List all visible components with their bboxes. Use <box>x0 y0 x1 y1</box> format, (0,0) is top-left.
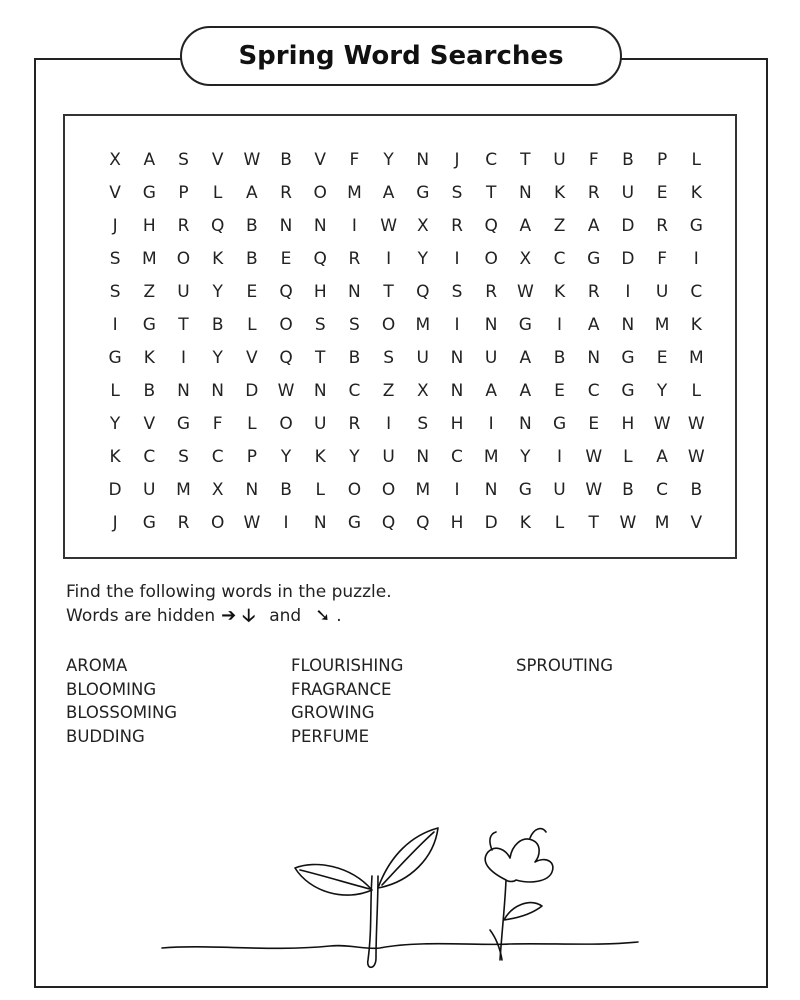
instructions-line-2 <box>66 604 392 628</box>
instructions-line-1: Find the following words in the puzzle. <box>66 582 392 602</box>
grid-letter[interactable]: J <box>454 150 460 170</box>
ground-line-icon <box>162 942 638 948</box>
grid-letter[interactable]: E <box>588 414 600 434</box>
grid-letter[interactable]: E <box>280 249 292 269</box>
grid-letter[interactable]: Q <box>279 348 293 368</box>
grid-letter[interactable]: E <box>554 381 565 401</box>
grid-letter[interactable]: I <box>557 315 563 335</box>
grid-letter[interactable]: N <box>313 216 327 236</box>
grid-letter[interactable]: O <box>313 183 327 203</box>
grid-letter[interactable]: G <box>552 414 567 434</box>
grid-letter[interactable]: B <box>143 381 156 401</box>
grid-letter[interactable]: M <box>415 315 431 335</box>
grid-letter[interactable]: T <box>178 315 189 335</box>
grid-letter[interactable]: M <box>347 183 362 203</box>
grid-letter[interactable]: U <box>382 447 395 467</box>
flower-icon <box>485 839 553 960</box>
grid-letter[interactable]: G <box>518 480 532 500</box>
grid-letter[interactable]: W <box>585 447 603 467</box>
grid-letter[interactable]: N <box>313 381 327 401</box>
grid-letter[interactable]: A <box>519 216 532 236</box>
grid-letter[interactable]: Y <box>383 150 394 170</box>
grid-letter[interactable]: N <box>245 480 259 500</box>
grid-letter[interactable]: W <box>585 480 603 500</box>
grid-letter[interactable]: S <box>451 183 463 203</box>
grid-letter[interactable]: A <box>587 216 600 236</box>
grid-letter[interactable]: K <box>519 513 531 533</box>
grid-letter[interactable]: L <box>315 480 325 500</box>
grid-letter[interactable]: C <box>587 381 600 401</box>
page-title: Spring Word Searches <box>238 41 564 71</box>
grid-letter[interactable]: S <box>417 414 429 434</box>
grid-letter[interactable]: W <box>380 216 397 236</box>
grid-letter[interactable]: N <box>348 282 361 302</box>
grid-letter[interactable]: H <box>621 414 635 434</box>
grid-letter[interactable]: V <box>143 414 156 434</box>
grid-letter[interactable]: R <box>587 282 600 302</box>
title-banner <box>180 26 622 86</box>
grid-letter[interactable]: B <box>246 249 258 269</box>
grid-letter[interactable]: C <box>553 249 566 269</box>
grid-letter[interactable]: I <box>454 249 460 269</box>
sprout-and-flower-illustration <box>150 810 650 980</box>
grid-letter[interactable]: B <box>553 348 566 368</box>
grid-letter[interactable]: C <box>656 480 669 500</box>
grid-letter[interactable]: B <box>690 480 703 500</box>
grid-letter[interactable]: R <box>348 249 361 269</box>
grid-letter[interactable]: N <box>313 513 327 533</box>
grid-letter[interactable]: D <box>108 480 122 500</box>
grid-letter[interactable]: T <box>588 513 599 533</box>
grid-letter[interactable]: G <box>142 183 156 203</box>
grid-letter[interactable]: K <box>143 348 155 368</box>
grid-letter[interactable]: I <box>180 348 186 368</box>
grid-letter[interactable]: Z <box>382 381 395 401</box>
grid-letter[interactable]: Q <box>313 249 327 269</box>
grid-letter[interactable]: N <box>416 150 430 170</box>
grid-letter[interactable]: K <box>690 315 702 335</box>
grid-letter[interactable]: W <box>687 447 705 467</box>
grid-letter[interactable]: M <box>483 447 499 467</box>
grid-letter[interactable]: B <box>622 150 634 170</box>
grid-letter[interactable]: S <box>178 150 189 170</box>
grid-letter[interactable]: D <box>245 381 259 401</box>
grid-letter[interactable]: N <box>484 480 498 500</box>
grid-letter[interactable]: U <box>553 150 566 170</box>
grid-letter[interactable]: P <box>656 150 668 170</box>
grid-letter[interactable]: U <box>177 282 190 302</box>
grid-letter[interactable]: W <box>619 513 637 533</box>
grid-letter[interactable]: P <box>178 183 189 203</box>
grid-letter[interactable]: N <box>518 183 532 203</box>
grid-letter[interactable]: I <box>488 414 494 434</box>
grid-letter[interactable]: O <box>484 249 498 269</box>
arrow-right-icon: ➔ <box>221 605 237 626</box>
grid-letter[interactable]: A <box>519 381 532 401</box>
grid-letter[interactable]: N <box>450 381 464 401</box>
grid-letter[interactable]: C <box>348 381 361 401</box>
instructions-and: and <box>269 606 302 626</box>
grid-letter[interactable]: N <box>279 216 293 236</box>
grid-letter[interactable]: Y <box>520 447 531 467</box>
grid-letter[interactable]: E <box>246 282 258 302</box>
grid-letter[interactable]: R <box>280 183 292 203</box>
grid-letter[interactable]: R <box>656 216 668 236</box>
word-list-item: FLOURISHING <box>291 656 404 675</box>
grid-letter[interactable]: W <box>687 414 705 434</box>
grid-letter[interactable]: K <box>314 447 326 467</box>
grid-letter[interactable]: G <box>142 315 156 335</box>
grid-letter[interactable]: W <box>516 282 534 302</box>
grid-letter[interactable]: C <box>485 150 498 170</box>
grid-letter[interactable]: J <box>112 216 118 236</box>
grid-letter[interactable]: T <box>520 150 531 170</box>
grid-letter[interactable]: L <box>212 183 223 203</box>
grid-letter[interactable]: G <box>108 348 122 368</box>
grid-letter[interactable]: V <box>211 150 224 170</box>
grid-letter[interactable]: I <box>386 249 392 269</box>
grid-letter[interactable]: G <box>587 249 601 269</box>
grid-letter[interactable]: I <box>454 480 460 500</box>
letter-grid <box>98 144 713 540</box>
grid-letter[interactable]: N <box>416 447 430 467</box>
grid-letter[interactable]: Q <box>416 282 430 302</box>
grid-letter[interactable]: V <box>246 348 258 368</box>
grid-letter[interactable]: O <box>210 513 225 533</box>
grid-letter[interactable]: N <box>211 381 225 401</box>
grid-letter[interactable]: T <box>383 282 394 302</box>
grid-letter[interactable]: V <box>109 183 121 203</box>
instructions-period: . <box>336 606 342 626</box>
word-list-column-3 <box>516 654 613 678</box>
word-list-item: BUDDING <box>66 726 145 746</box>
grid-letter[interactable]: R <box>451 216 463 236</box>
grid-letter[interactable]: U <box>313 414 327 434</box>
grid-letter[interactable]: B <box>246 216 258 236</box>
word-list-item: BLOSSOMING <box>66 703 178 722</box>
grid-letter[interactable]: Y <box>109 414 121 434</box>
grid-letter[interactable]: G <box>621 348 635 368</box>
grid-letter[interactable]: D <box>621 216 635 236</box>
grid-letter[interactable]: I <box>386 414 392 434</box>
grid-letter[interactable]: X <box>416 216 429 236</box>
grid-letter[interactable]: Q <box>381 513 396 533</box>
word-list-column-2 <box>291 654 403 748</box>
grid-letter[interactable]: Y <box>349 447 360 467</box>
grid-letter[interactable]: G <box>621 381 635 401</box>
grid-letter[interactable]: N <box>484 315 498 335</box>
grid-letter[interactable]: S <box>451 282 463 302</box>
grid-letter[interactable]: G <box>689 216 703 236</box>
grid-letter[interactable]: Q <box>484 216 498 236</box>
grid-letter[interactable]: I <box>454 315 460 335</box>
instructions-prefix: Words are hidden <box>66 606 216 626</box>
word-list-item: BLOOMING <box>66 679 157 699</box>
word-list-item: AROMA <box>66 656 128 675</box>
grid-letter[interactable]: I <box>625 282 631 302</box>
grid-letter[interactable]: I <box>283 513 289 533</box>
arrow-down-icon: 🡣 <box>242 605 256 626</box>
grid-letter[interactable]: L <box>691 381 702 401</box>
grid-letter[interactable]: F <box>588 150 599 170</box>
word-list-column-1 <box>66 654 177 748</box>
grid-letter[interactable]: A <box>587 315 600 335</box>
grid-letter[interactable]: S <box>178 447 189 467</box>
grid-letter[interactable]: H <box>313 282 327 302</box>
grid-letter[interactable]: O <box>176 249 191 269</box>
grid-letter[interactable]: U <box>655 282 669 302</box>
grid-letter[interactable]: M <box>141 249 157 269</box>
grid-letter[interactable]: R <box>348 414 361 434</box>
grid-letter[interactable]: L <box>623 447 633 467</box>
grid-letter[interactable]: J <box>112 513 118 533</box>
grid-letter[interactable]: E <box>656 348 668 368</box>
grid-letter[interactable]: T <box>315 348 326 368</box>
grid-letter[interactable]: B <box>280 150 292 170</box>
grid-letter[interactable]: W <box>653 414 671 434</box>
grid-letter[interactable]: O <box>279 315 293 335</box>
grid-letter[interactable]: R <box>177 216 190 236</box>
grid-letter[interactable]: W <box>277 381 295 401</box>
grid-letter[interactable]: B <box>348 348 361 368</box>
grid-letter[interactable]: W <box>243 513 261 533</box>
grid-letter[interactable]: F <box>657 249 667 269</box>
grid-letter[interactable]: H <box>142 216 156 236</box>
grid-letter[interactable]: X <box>519 249 532 269</box>
grid-letter[interactable]: Q <box>210 216 225 236</box>
sprout-stem-icon <box>368 876 378 967</box>
grid-letter[interactable]: L <box>110 381 120 401</box>
grid-letter[interactable]: A <box>246 183 258 203</box>
grid-letter[interactable]: F <box>349 150 360 170</box>
grid-letter[interactable]: M <box>654 513 670 533</box>
word-list-item: PERFUME <box>291 726 370 746</box>
grid-letter[interactable]: K <box>212 249 224 269</box>
grid-letter[interactable]: U <box>621 183 635 203</box>
grid-letter[interactable]: I <box>112 315 118 335</box>
grid-letter[interactable]: H <box>450 513 464 533</box>
grid-letter[interactable]: K <box>553 282 566 302</box>
left-leaf-icon <box>295 864 372 895</box>
grid-letter[interactable]: G <box>518 315 532 335</box>
grid-letter[interactable]: U <box>143 480 156 500</box>
grid-letter[interactable]: C <box>451 447 463 467</box>
grid-letter[interactable]: I <box>557 447 563 467</box>
grid-letter[interactable]: S <box>349 315 360 335</box>
grid-letter[interactable]: Q <box>416 513 430 533</box>
grid-letter[interactable]: Z <box>143 282 156 302</box>
grid-letter[interactable]: P <box>246 447 257 467</box>
grid-letter[interactable]: G <box>176 414 191 434</box>
instructions <box>66 580 392 628</box>
grid-letter[interactable]: C <box>211 447 224 467</box>
grid-letter[interactable]: B <box>280 480 292 500</box>
grid-letter[interactable]: L <box>554 513 565 533</box>
grid-letter[interactable]: Y <box>212 348 223 368</box>
grid-letter[interactable]: N <box>518 414 532 434</box>
grid-letter[interactable]: B <box>211 315 224 335</box>
grid-letter[interactable]: B <box>622 480 634 500</box>
grid-letter[interactable]: N <box>450 348 464 368</box>
grid-letter[interactable]: V <box>690 513 703 533</box>
grid-letter[interactable]: G <box>142 513 156 533</box>
grid-letter[interactable]: E <box>656 183 668 203</box>
grid-letter[interactable]: G <box>416 183 430 203</box>
grid-letter[interactable]: O <box>347 480 362 500</box>
grid-letter[interactable]: X <box>211 480 224 500</box>
grid-letter[interactable]: S <box>314 315 326 335</box>
grid-letter[interactable]: Y <box>212 282 223 302</box>
arrow-diagonal-icon: ➘ <box>315 605 331 626</box>
grid-letter[interactable]: Y <box>280 447 292 467</box>
grid-letter[interactable]: U <box>416 348 429 368</box>
grid-letter[interactable]: L <box>247 414 257 434</box>
grid-letter[interactable]: C <box>143 447 156 467</box>
grid-letter[interactable]: A <box>485 381 497 401</box>
word-list-item: GROWING <box>291 703 375 722</box>
grid-letter[interactable]: R <box>485 282 498 302</box>
word-list-item: FRAGRANCE <box>291 679 392 699</box>
grid-letter[interactable]: N <box>621 315 635 335</box>
grid-letter[interactable]: O <box>381 315 396 335</box>
grid-letter[interactable]: U <box>484 348 498 368</box>
grid-letter[interactable]: G <box>347 513 361 533</box>
grid-letter[interactable]: A <box>382 183 395 203</box>
grid-letter[interactable]: D <box>621 249 635 269</box>
grid-letter[interactable]: A <box>519 348 532 368</box>
grid-letter[interactable]: A <box>656 447 668 467</box>
grid-letter[interactable]: Q <box>279 282 293 302</box>
grid-letter[interactable]: X <box>416 381 429 401</box>
grid-letter[interactable]: K <box>553 183 566 203</box>
grid-letter[interactable]: O <box>279 414 293 434</box>
grid-letter[interactable]: I <box>351 216 357 236</box>
grid-letter[interactable]: D <box>484 513 498 533</box>
grid-letter[interactable]: K <box>690 183 702 203</box>
grid-letter[interactable]: M <box>654 315 670 335</box>
grid-letter[interactable]: L <box>691 150 702 170</box>
grid-letter[interactable]: V <box>314 150 327 170</box>
grid-letter[interactable]: I <box>693 249 699 269</box>
grid-letter[interactable]: F <box>212 414 223 434</box>
flower-leaf-icon <box>504 903 542 920</box>
grid-letter[interactable]: S <box>383 348 394 368</box>
grid-letter[interactable]: S <box>109 249 121 269</box>
grid-letter[interactable]: N <box>587 348 601 368</box>
grid-letter[interactable]: X <box>109 150 121 170</box>
grid-letter[interactable]: C <box>690 282 703 302</box>
grid-letter[interactable]: Y <box>417 249 428 269</box>
grid-letter[interactable]: Z <box>553 216 566 236</box>
grid-letter[interactable]: M <box>415 480 431 500</box>
grid-letter[interactable]: Y <box>656 381 668 401</box>
grid-letter[interactable]: M <box>176 480 191 500</box>
grid-letter[interactable]: W <box>243 150 261 170</box>
word-list-item: SPROUTING <box>516 656 614 675</box>
grid-letter[interactable]: U <box>553 480 566 500</box>
grid-letter[interactable]: O <box>381 480 396 500</box>
grid-letter[interactable]: A <box>143 150 156 170</box>
grid-letter[interactable]: S <box>109 282 121 302</box>
grid-letter[interactable]: K <box>109 447 121 467</box>
grid-letter[interactable]: L <box>247 315 257 335</box>
grid-letter[interactable]: T <box>485 183 497 203</box>
grid-letter[interactable]: R <box>587 183 600 203</box>
grid-letter[interactable]: M <box>688 348 704 368</box>
grid-letter[interactable]: N <box>177 381 190 401</box>
grid-letter[interactable]: R <box>177 513 190 533</box>
grid-letter[interactable]: H <box>450 414 464 434</box>
